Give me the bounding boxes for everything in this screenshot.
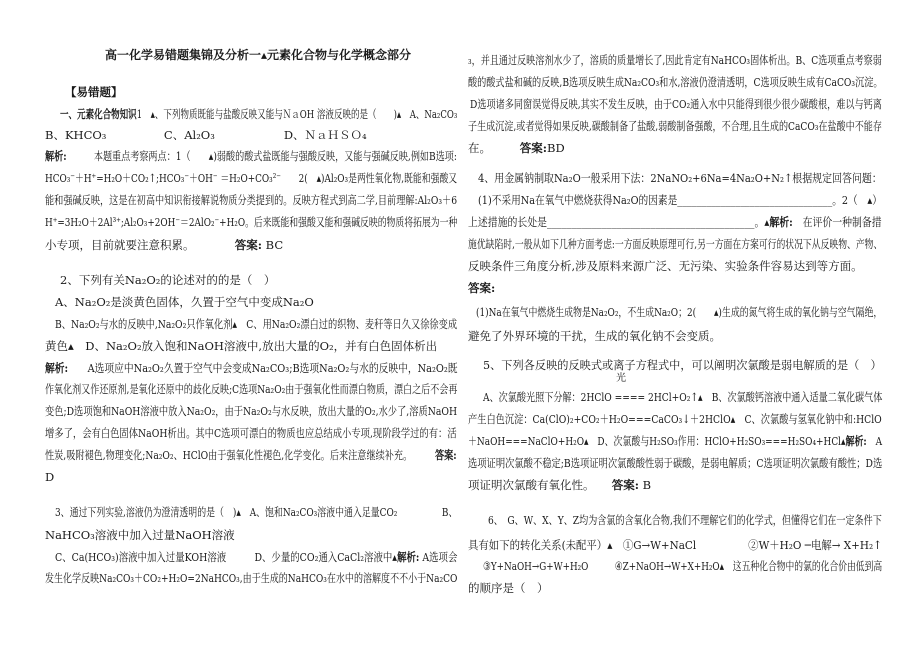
- left-column-line: [45, 447, 457, 463]
- right-column-line: [468, 236, 882, 252]
- left-column-line: [45, 403, 457, 419]
- right-column-line: [478, 192, 882, 208]
- text-segment: A: [866, 434, 883, 448]
- left-column-line: [45, 469, 54, 485]
- right-column-line: [476, 304, 882, 320]
- right-column-line: [468, 280, 495, 296]
- text-segment: C、Ca(HCO₃)溶液中加入过量KOH溶液 D、少量的CO₂通入CaCl₂溶液中▴: [55, 550, 398, 564]
- text-segment: A、次氯酸光照下分解：2HClO ==== 2HCl+O₂↑▴ B、次氯酸钙溶液中通入适量二氧化碳气体: [483, 390, 883, 404]
- left-column-line: [45, 192, 457, 208]
- label-heading: 一、元素化合物知识: [60, 107, 137, 121]
- right-column-line: [468, 411, 882, 427]
- text-segment: 反映条件三角度分析,涉及原料来源广泛、无污染、实验条件容易达到等方面。: [468, 259, 863, 273]
- left-column-line: [55, 294, 314, 310]
- left-column-line: [45, 527, 235, 543]
- text-segment: 在评价一种制备措: [792, 215, 882, 229]
- right-column-line: [468, 537, 882, 553]
- text-segment: 避免了外界环境的干扰，生成的氧化钠不会变质。: [468, 329, 721, 343]
- left-column-line: [45, 127, 367, 143]
- text-segment: B、Na₂O₂与水的反映中,Na₂O₂只作氧化剂▴ C、用Na₂O₂漂白过的织物、麦秆等日久又徐徐变成: [55, 317, 458, 331]
- text-segment: 作氧化剂又作还原剂,是氧化还原中的歧化反映;C选项Na₂O₂由于强氧化性而漂白物质，漂白之后不会再: [45, 382, 458, 396]
- left-column-line: [45, 570, 457, 586]
- label-heading: 解析:: [769, 215, 793, 229]
- right-column-line: [483, 558, 882, 574]
- text-segment: HCO₃⁻＋H⁺=H₂O＋CO₂↑;HCO₃⁻＋OH⁻ ＝H₂O+CO₃²⁻ 2( ▴)Al₂O₃是两性氧化物,既能和强酸又: [45, 171, 458, 185]
- label-heading: 答案:: [234, 238, 262, 252]
- text-segment: 在。: [468, 141, 520, 155]
- left-column-line: [45, 381, 457, 397]
- text-segment: 发生化学反映Na₂CO₃＋CO₂+H₂O=2NaHCO₃,由于生成的NaHCO₃在水中的溶解度不不小于Na₂CO: [45, 571, 458, 585]
- label-heading: 解析:: [45, 361, 69, 375]
- text-segment: (1)Na在氧气中燃烧生成物是Na₂O₂，不生成Na₂O；2( ▴)生成的氮气将生成的氧化钠与空气隔绝，: [476, 305, 883, 319]
- left-column-line: [55, 504, 457, 520]
- right-column-line: [468, 455, 882, 471]
- text-segment: ③Y+NaOH→G+W+H₂O ④Z+NaOH→W+X+H₂O▴ 这五种化合物中的氯的化合价由低到高: [483, 559, 883, 573]
- left-column-line: [45, 360, 458, 376]
- text-segment: 上述措施的长处是__________________________________________。▴: [468, 215, 770, 229]
- right-column-line: [468, 74, 883, 90]
- left-column-line: [45, 214, 457, 230]
- text-segment: 选项证明次氯酸不稳定;B选项证明次氯酸酸性弱于碳酸，是弱电解质；C选项证明次氯酸有酸性；D选: [468, 456, 883, 470]
- text-segment: BC: [262, 238, 284, 252]
- text-segment: 产生白色沉淀：Ca(ClO)₂+CO₂＋H₂O===CaCO₃↓＋2HClO▴ C、次氯酸与氢氧化钠中和:HClO: [468, 412, 882, 426]
- text-segment: 的顺序是（ ）: [468, 581, 549, 595]
- text-segment: 黄色▴ D、Na₂O₂放入饱和NaOH溶液中,放出大量的O₂，并有白色固体析出: [45, 339, 438, 353]
- label-heading: 答案:: [435, 448, 457, 462]
- label-heading: 解析:: [397, 550, 420, 564]
- text-segment: A选项会: [419, 550, 458, 564]
- right-column-line: [468, 580, 549, 596]
- right-column-line: [468, 118, 882, 134]
- right-column-line: [468, 477, 651, 493]
- text-segment: 酸的酸式盐和碱的反映,B选项反映生成Na₂CO₃和水,溶液仍澄清透明，C选项反映生成有CaCO₃沉淀。: [468, 75, 883, 89]
- label-heading: 解析:: [45, 149, 67, 163]
- text-segment: 4、用金属钠制取Na₂O一般采用下法：2NaNO₂+6Na=4Na₂O+N₂↑根据规定回答问题：: [478, 171, 882, 185]
- label-heading: 【易错题】: [65, 85, 123, 99]
- text-segment: 性炭,吸附褪色,物理变化;Na₂O₂、HClO由于强氧化性褪色,化学变化。后来注意继续补充。: [45, 448, 436, 462]
- left-column-line: [55, 316, 457, 332]
- text-segment: NaHCO₃溶液中加入过量NaOH溶液: [45, 528, 235, 542]
- label-heading: 解析:: [845, 434, 867, 448]
- reaction-condition-light-label: 光: [616, 373, 626, 384]
- text-segment: 6、 G、W、X、Y、Z均为含氯的含氧化合物,我们不理解它们的化学式，但懂得它们在一定条件下: [488, 513, 882, 527]
- right-column-line: [468, 433, 882, 449]
- text-segment: ₃，并且通过反映溶剂水少了，溶质的质量增长了,因此肯定有NaHCO₃固体析出。B、C选项重点考察弱: [468, 53, 882, 67]
- right-column-line: [478, 170, 882, 186]
- left-column-line: [45, 237, 283, 253]
- text-segment: 能和强碱反映，这是在初高中知识衔接解说物质分类提到的。反映方程式到高二学,目前理解:Al₂O₃＋6: [45, 193, 458, 207]
- label-heading: 答案:: [519, 141, 547, 155]
- text-segment: BD: [547, 141, 565, 155]
- right-column-line: [468, 214, 882, 230]
- right-column-line: [468, 140, 565, 156]
- text-segment: H⁺=3H₂O＋2Al³⁺;Al₂O₃+2OH⁻＝2AlO₂⁻+H₂O。后来既能和强酸又能和强碱反映的物质将拓展为一种: [45, 215, 458, 229]
- text-segment: 小专项，目前就要注意积累。: [45, 238, 235, 252]
- label-heading: 答案:: [468, 281, 496, 295]
- right-column-line: [468, 328, 721, 344]
- right-column-line: [488, 512, 882, 528]
- text-segment: 本题重点考察两点：1（ ▴)弱酸的酸式盐既能与强酸反映，又能与强碱反映,例如B选项:: [66, 149, 457, 163]
- text-segment: 5、下列各反映的反映式或离子方程式中，可以阐明次氯酸是弱电解质的是（ ）: [483, 358, 882, 372]
- text-segment: 子生成沉淀,或者觉得如果反映,碳酸制备了盐酸,弱酸制备强酸，不合理,且生成的CaCO₃在盐酸中不能存: [468, 119, 882, 133]
- text-segment: 变色;D选项饱和NaOH溶液中放入Na₂O₂，由于Na₂O₂与水反映，放出大量的O₂,水少了,溶质NaOH: [45, 404, 458, 418]
- text-segment: B、KHCO₃ C、Al₂O₃ D、ＮａＨＳＯ₄: [45, 128, 367, 142]
- text-segment: D: [45, 470, 55, 484]
- label-heading: 答案:: [611, 478, 639, 492]
- right-column-line: [468, 52, 882, 68]
- left-column-line: [60, 106, 457, 122]
- text-segment: 增多了，会有白色固体NaOH析出。其中C选项可漂白的物质也应总结成小专项,现阶段学过的有：活: [45, 426, 457, 440]
- right-column-line: [483, 357, 882, 373]
- right-column-line: [483, 389, 882, 405]
- right-column-line: [470, 96, 882, 112]
- document-title: 高一化学易错题集锦及分析一▴元素化合物与化学概念部分: [105, 48, 412, 62]
- text-segment: 3、通过下列实验,溶液仍为澄清透明的是（ )▴ A、饱和Na₂CO₃溶液中通入足量CO₂ B、: [55, 505, 458, 519]
- left-column-line: [65, 84, 123, 100]
- text-segment: ＋NaOH===NaClO+H₂O▴ D、次氯酸与H₂SO₃作用：HClO+H₂SO₃===H₂SO₄+HCl▴: [468, 434, 846, 448]
- text-segment: 具有如下的转化关系(未配平）▴ ①G→W+NaCl ②W＋H₂O ─电解→ X+H₂↑: [468, 538, 882, 552]
- text-segment: 项证明次氯酸有氧化性。: [468, 478, 612, 492]
- left-column-line: [45, 170, 457, 186]
- left-column-line: [45, 425, 457, 441]
- text-segment: 2、下列有关Na₂O₂的论述对的的是（ ）: [60, 273, 276, 287]
- left-column-line: [45, 148, 457, 164]
- text-segment: 施优缺陷时,一般从如下几种方面考虑:一方面反映原理可行,另一方面在方案可行的状况下从反映物、产物、: [468, 237, 883, 251]
- left-column-line: [45, 338, 437, 354]
- text-segment: A、Na₂O₂是淡黄色固体，久置于空气中变成Na₂O: [55, 295, 314, 309]
- text-segment: D选项诸多同窗误觉得反映,其实不发生反映，由于CO₂通入水中只能得到很少很少碳酸根，难以与钙离: [470, 97, 882, 111]
- left-column-line: [55, 549, 457, 565]
- text-segment: (1)不采用Na在氧气中燃烧获得Na₂O的因素是________________________________。2（ ▴）: [478, 193, 882, 207]
- text-segment: A选项应中Na₂O₂久置于空气中会变成Na₂CO₃;B选项Na₂O₂与水的反映中，Na₂O₂既: [68, 361, 458, 375]
- right-column-line: [468, 258, 863, 274]
- text-segment: 1 ▴、下列物质既能与盐酸反映又能与ＮａOH 溶液反映的是（ )▴ A、Na₂CO₃: [136, 107, 458, 121]
- text-segment: B: [639, 478, 652, 492]
- left-column-line: [60, 272, 275, 288]
